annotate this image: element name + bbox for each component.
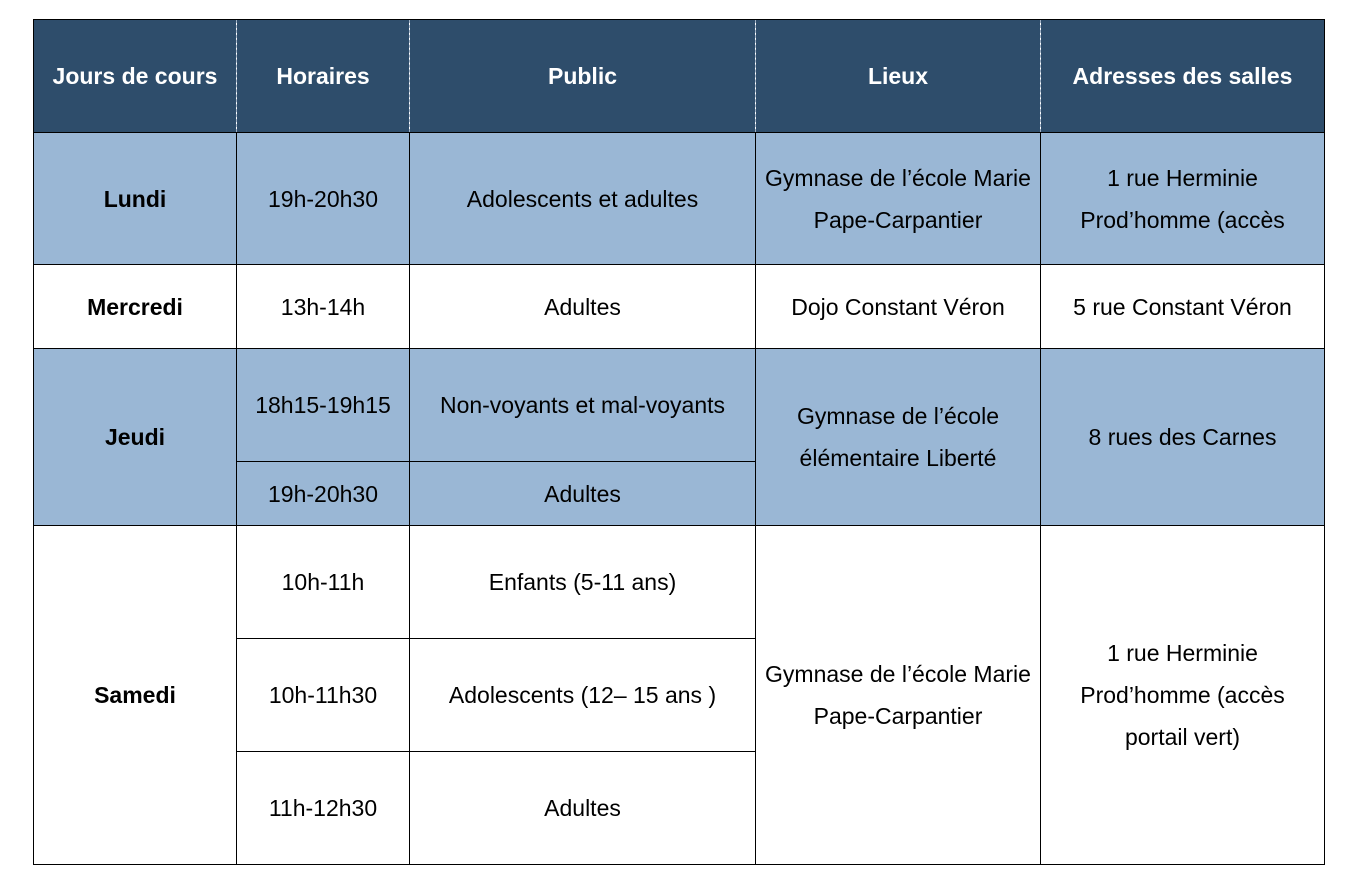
public-cell: Non-voyants et mal-voyants — [410, 349, 756, 462]
hours-cell: 13h-14h — [237, 265, 410, 349]
public-cell: Adolescents (12– 15 ans ) — [410, 639, 756, 752]
address-cell: 1 rue Herminie Prod’homme (accès portail vert) — [1041, 526, 1325, 865]
schedule-table — [33, 19, 1325, 865]
public-cell: Adolescents et adultes — [410, 133, 756, 265]
public-cell: Adultes — [410, 462, 756, 526]
table-row-jeudi — [34, 349, 1325, 462]
day-cell-samedi: Samedi — [34, 526, 237, 865]
address-cell: 8 rues des Carnes — [1041, 349, 1325, 526]
table-row-mercredi — [34, 265, 1325, 349]
header-hours: Horaires — [237, 20, 410, 133]
header-places: Lieux — [756, 20, 1041, 133]
place-cell: Gymnase de l’école élémentaire Liberté — [756, 349, 1041, 526]
hours-cell: 10h-11h — [237, 526, 410, 639]
header-public: Public — [410, 20, 756, 133]
address-cell: 5 rue Constant Véron — [1041, 265, 1325, 349]
day-cell-jeudi: Jeudi — [34, 349, 237, 526]
hours-cell: 10h-11h30 — [237, 639, 410, 752]
public-cell: Adultes — [410, 752, 756, 865]
public-cell: Enfants (5-11 ans) — [410, 526, 756, 639]
place-cell: Dojo Constant Véron — [756, 265, 1041, 349]
header-addresses: Adresses des salles — [1041, 20, 1325, 133]
day-cell-lundi: Lundi — [34, 133, 237, 265]
header-days: Jours de cours — [34, 20, 237, 133]
public-cell: Adultes — [410, 265, 756, 349]
hours-cell: 19h-20h30 — [237, 462, 410, 526]
header-row — [34, 20, 1325, 133]
address-cell: 1 rue Herminie Prod’homme (accès — [1041, 133, 1325, 265]
hours-cell: 18h15-19h15 — [237, 349, 410, 462]
hours-cell: 19h-20h30 — [237, 133, 410, 265]
day-cell-mercredi: Mercredi — [34, 265, 237, 349]
hours-cell: 11h-12h30 — [237, 752, 410, 865]
place-cell: Gymnase de l’école Marie Pape-Carpantier — [756, 526, 1041, 865]
table-row-lundi — [34, 133, 1325, 265]
table-row-samedi — [34, 526, 1325, 639]
place-cell: Gymnase de l’école Marie Pape-Carpantier — [756, 133, 1041, 265]
